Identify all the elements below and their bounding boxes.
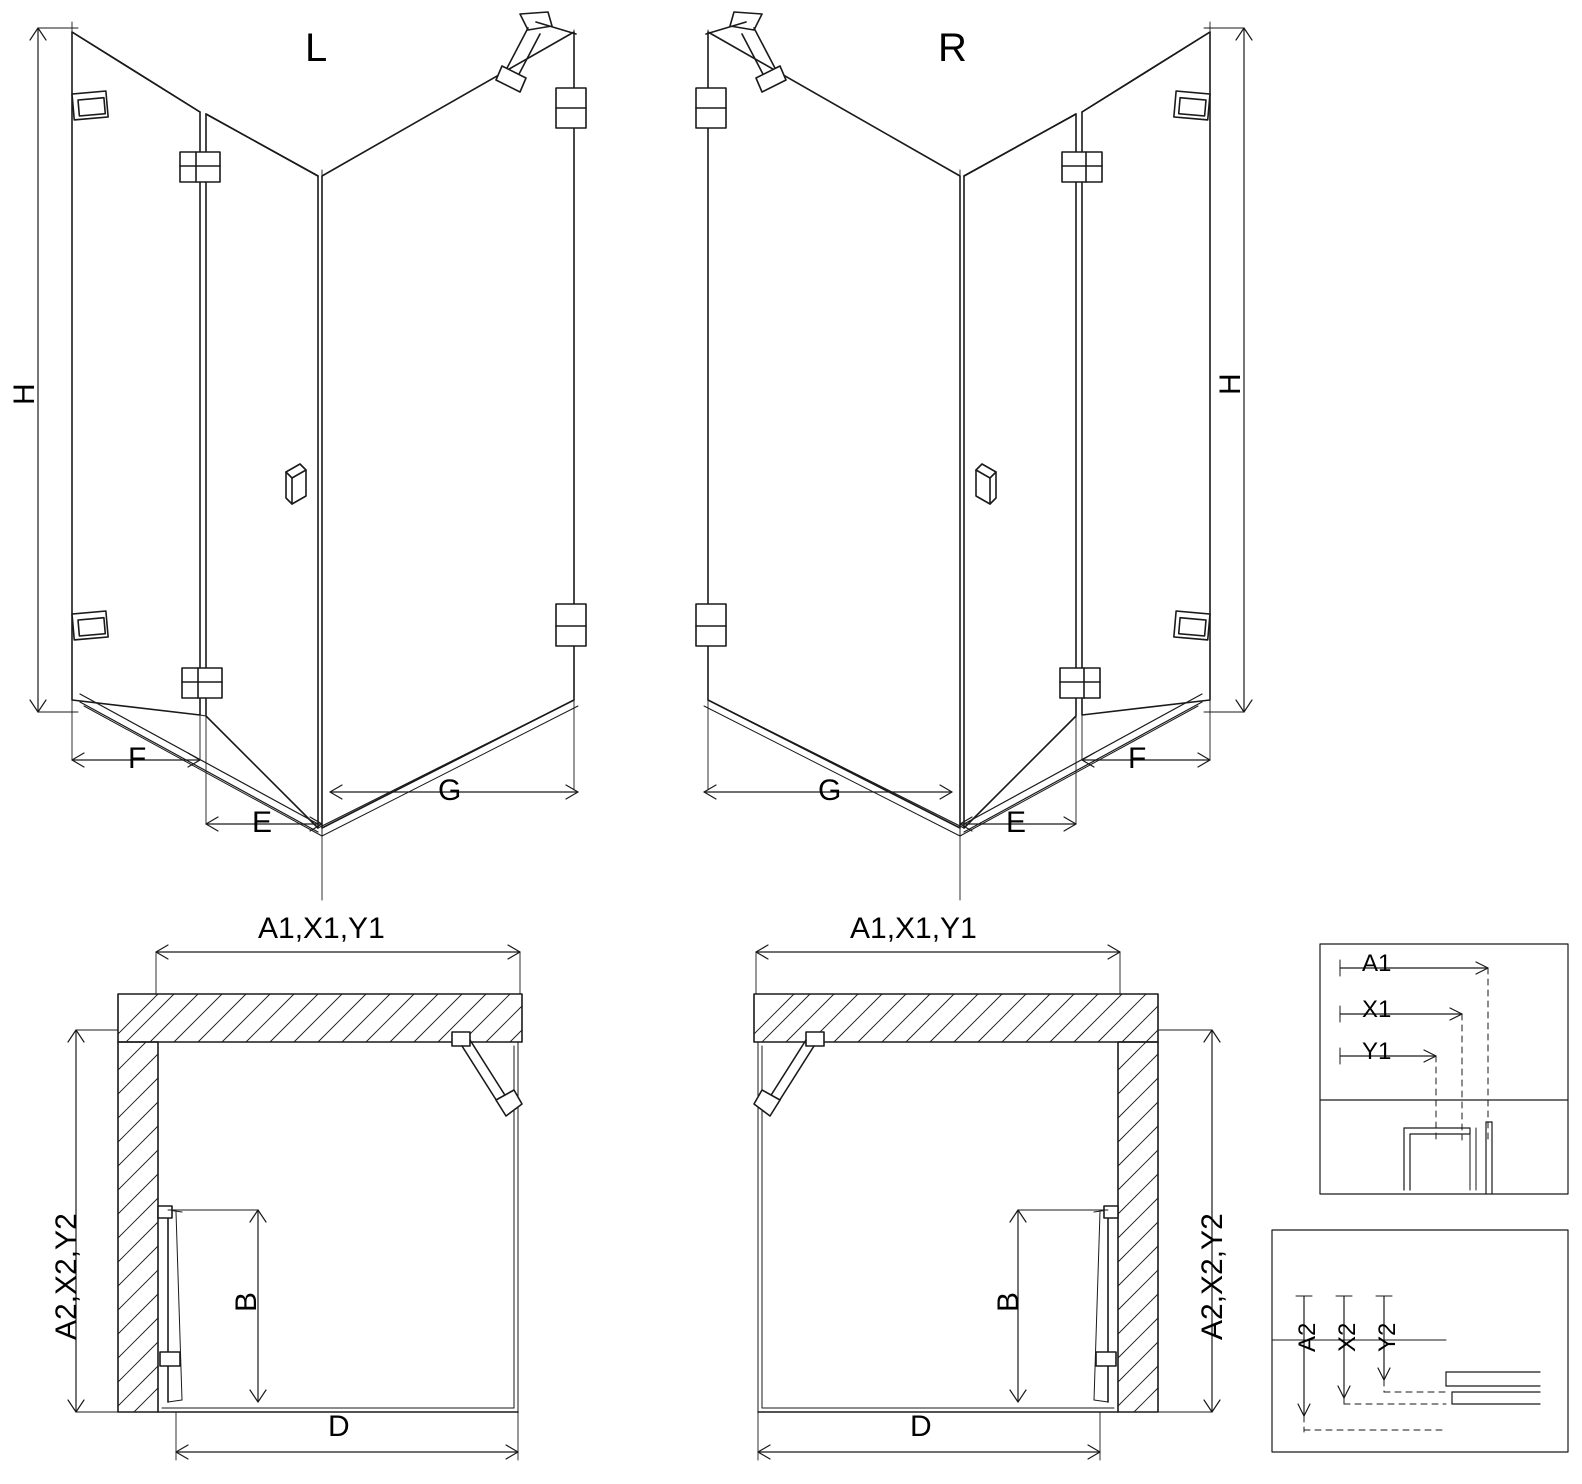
detail-view-top xyxy=(1320,944,1568,1194)
plan-view-left xyxy=(68,945,522,1460)
detail-label-y1: Y1 xyxy=(1362,1038,1392,1065)
detail-label-x1: X1 xyxy=(1362,996,1392,1023)
dim-label-b-right: B xyxy=(992,1291,1025,1312)
dim-label-a1x1y1-left: A1,X1,Y1 xyxy=(258,912,385,945)
dim-label-h-left: H xyxy=(8,383,41,405)
dim-label-g-left: G xyxy=(438,774,462,807)
detail-label-y2: Y2 xyxy=(1374,1322,1401,1352)
dim-label-g-right: G xyxy=(818,774,842,807)
label-variant-left: L xyxy=(305,26,328,70)
dim-label-a2x2y2-right: A2,X2,Y2 xyxy=(1196,1213,1229,1340)
dim-label-d-left: D xyxy=(328,1410,350,1443)
plan-view-right xyxy=(754,945,1220,1460)
detail-label-a2: A2 xyxy=(1294,1322,1321,1352)
dim-label-a1x1y1-right: A1,X1,Y1 xyxy=(850,912,977,945)
dim-label-f-right: F xyxy=(1128,742,1147,775)
detail-label-a1: A1 xyxy=(1362,950,1392,977)
iso-view-right xyxy=(696,12,1252,900)
label-variant-right: R xyxy=(938,26,967,70)
dim-label-f-left: F xyxy=(128,742,147,775)
detail-label-x2: X2 xyxy=(1334,1322,1361,1352)
dim-label-d-right: D xyxy=(910,1410,932,1443)
dim-label-e-right: E xyxy=(1006,806,1027,839)
dim-label-e-left: E xyxy=(252,806,273,839)
iso-view-left xyxy=(30,12,586,900)
dim-label-h-right: H xyxy=(1214,373,1247,395)
dim-label-a2x2y2-left: A2,X2,Y2 xyxy=(50,1213,83,1340)
dim-label-b-left: B xyxy=(230,1291,263,1312)
